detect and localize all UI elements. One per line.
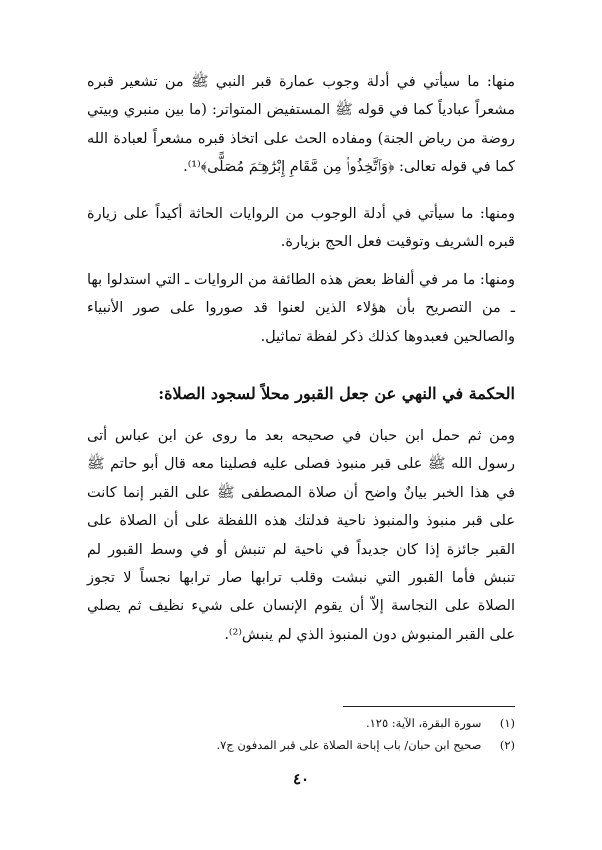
paragraph-3-block (87, 266, 515, 351)
section-heading: الحكمة في النهي عن جعل القبور محلاً لسجود الصلاة: (158, 384, 515, 403)
paragraph-1: منها: ما سيأتي في أدلة وجوب عمارة قبر النبي ﷺ من تشعير قبره مشعراً عبادياً كما في قوله ﷺ المستفيض المتواتر: (ما بين منبري وبيتي روضة من رياض الجنة) ومفاده الحث على اتخاذ قبره مشعراً لعبادة الله كما في قوله تعالى: ﴿وَٱتَّخِذُوا۟ مِن مَّقَامِ إِبْرَٰهِـۧمَ مُصَلًّى﴾⁽¹⁾. (87, 74, 515, 176)
paragraph-4: ومن ثم حمل ابن حبان في صحيحه بعد ما روى عن ابن عباس أتى رسول الله ﷺ على قبر منبوذ فصلى عليه فصلينا معه قال أبو حاتم ﷺ في هذا الخبر بيانٌ واضح أن صلاة المصطفى ﷺ على القبر إنما كانت على قبر منبوذ والمنبوذ ناحية فدلتك هذه اللفظة على أن الصلاة على القبر جائزة إذا كان جديداً في ناحية لم تنبش أو في وسط القبور لم تنبش فأما القبور التي نبشت وقلب ترابها صار ترابها نجساً لا تجوز الصلاة على النجاسة إلاّ أن يقوم الإنسان على شيء نظيف ثم يصلي على القبر المنبوش دون المنبوذ الذي لم ينبش⁽²⁾. (87, 428, 515, 643)
paragraph-4-block (87, 422, 515, 649)
page-number: ٤٠ (292, 770, 310, 788)
footnote-1-number: (١) (499, 716, 515, 730)
paragraph-2-block (87, 200, 515, 257)
footnote-1 (87, 712, 515, 734)
footnote-separator (343, 706, 515, 707)
footnote-2-text: صحيح ابن حبان/ باب إباحة الصلاة على قبر المدفون ج٧. (216, 738, 482, 752)
paragraph-3: ومنها: ما مر في ألفاظ بعض هذه الطائفة من الروايات ـ التي استدلوا بها ـ من التصريح بأن هؤلاء الذين لعنوا قد صوروا على صور الأنبياء والصالحين فعبدوها كذلك ذكر لفظة تماثيل. (87, 272, 515, 345)
footnote-2 (87, 734, 515, 756)
section-heading-block (87, 380, 515, 408)
footnote-2-number: (٢) (499, 738, 515, 752)
paragraph-1-block (87, 68, 515, 182)
footnotes (87, 712, 515, 756)
footnote-1-text: سورة البقرة، الآية: ١٢٥. (365, 716, 482, 730)
paragraph-2: ومنها: ما سيأتي في أدلة الوجوب من الروايات الحاثة أكيداً على زيارة قبره الشريف وتوقيت فعل الحج بزيارة. (87, 206, 515, 251)
